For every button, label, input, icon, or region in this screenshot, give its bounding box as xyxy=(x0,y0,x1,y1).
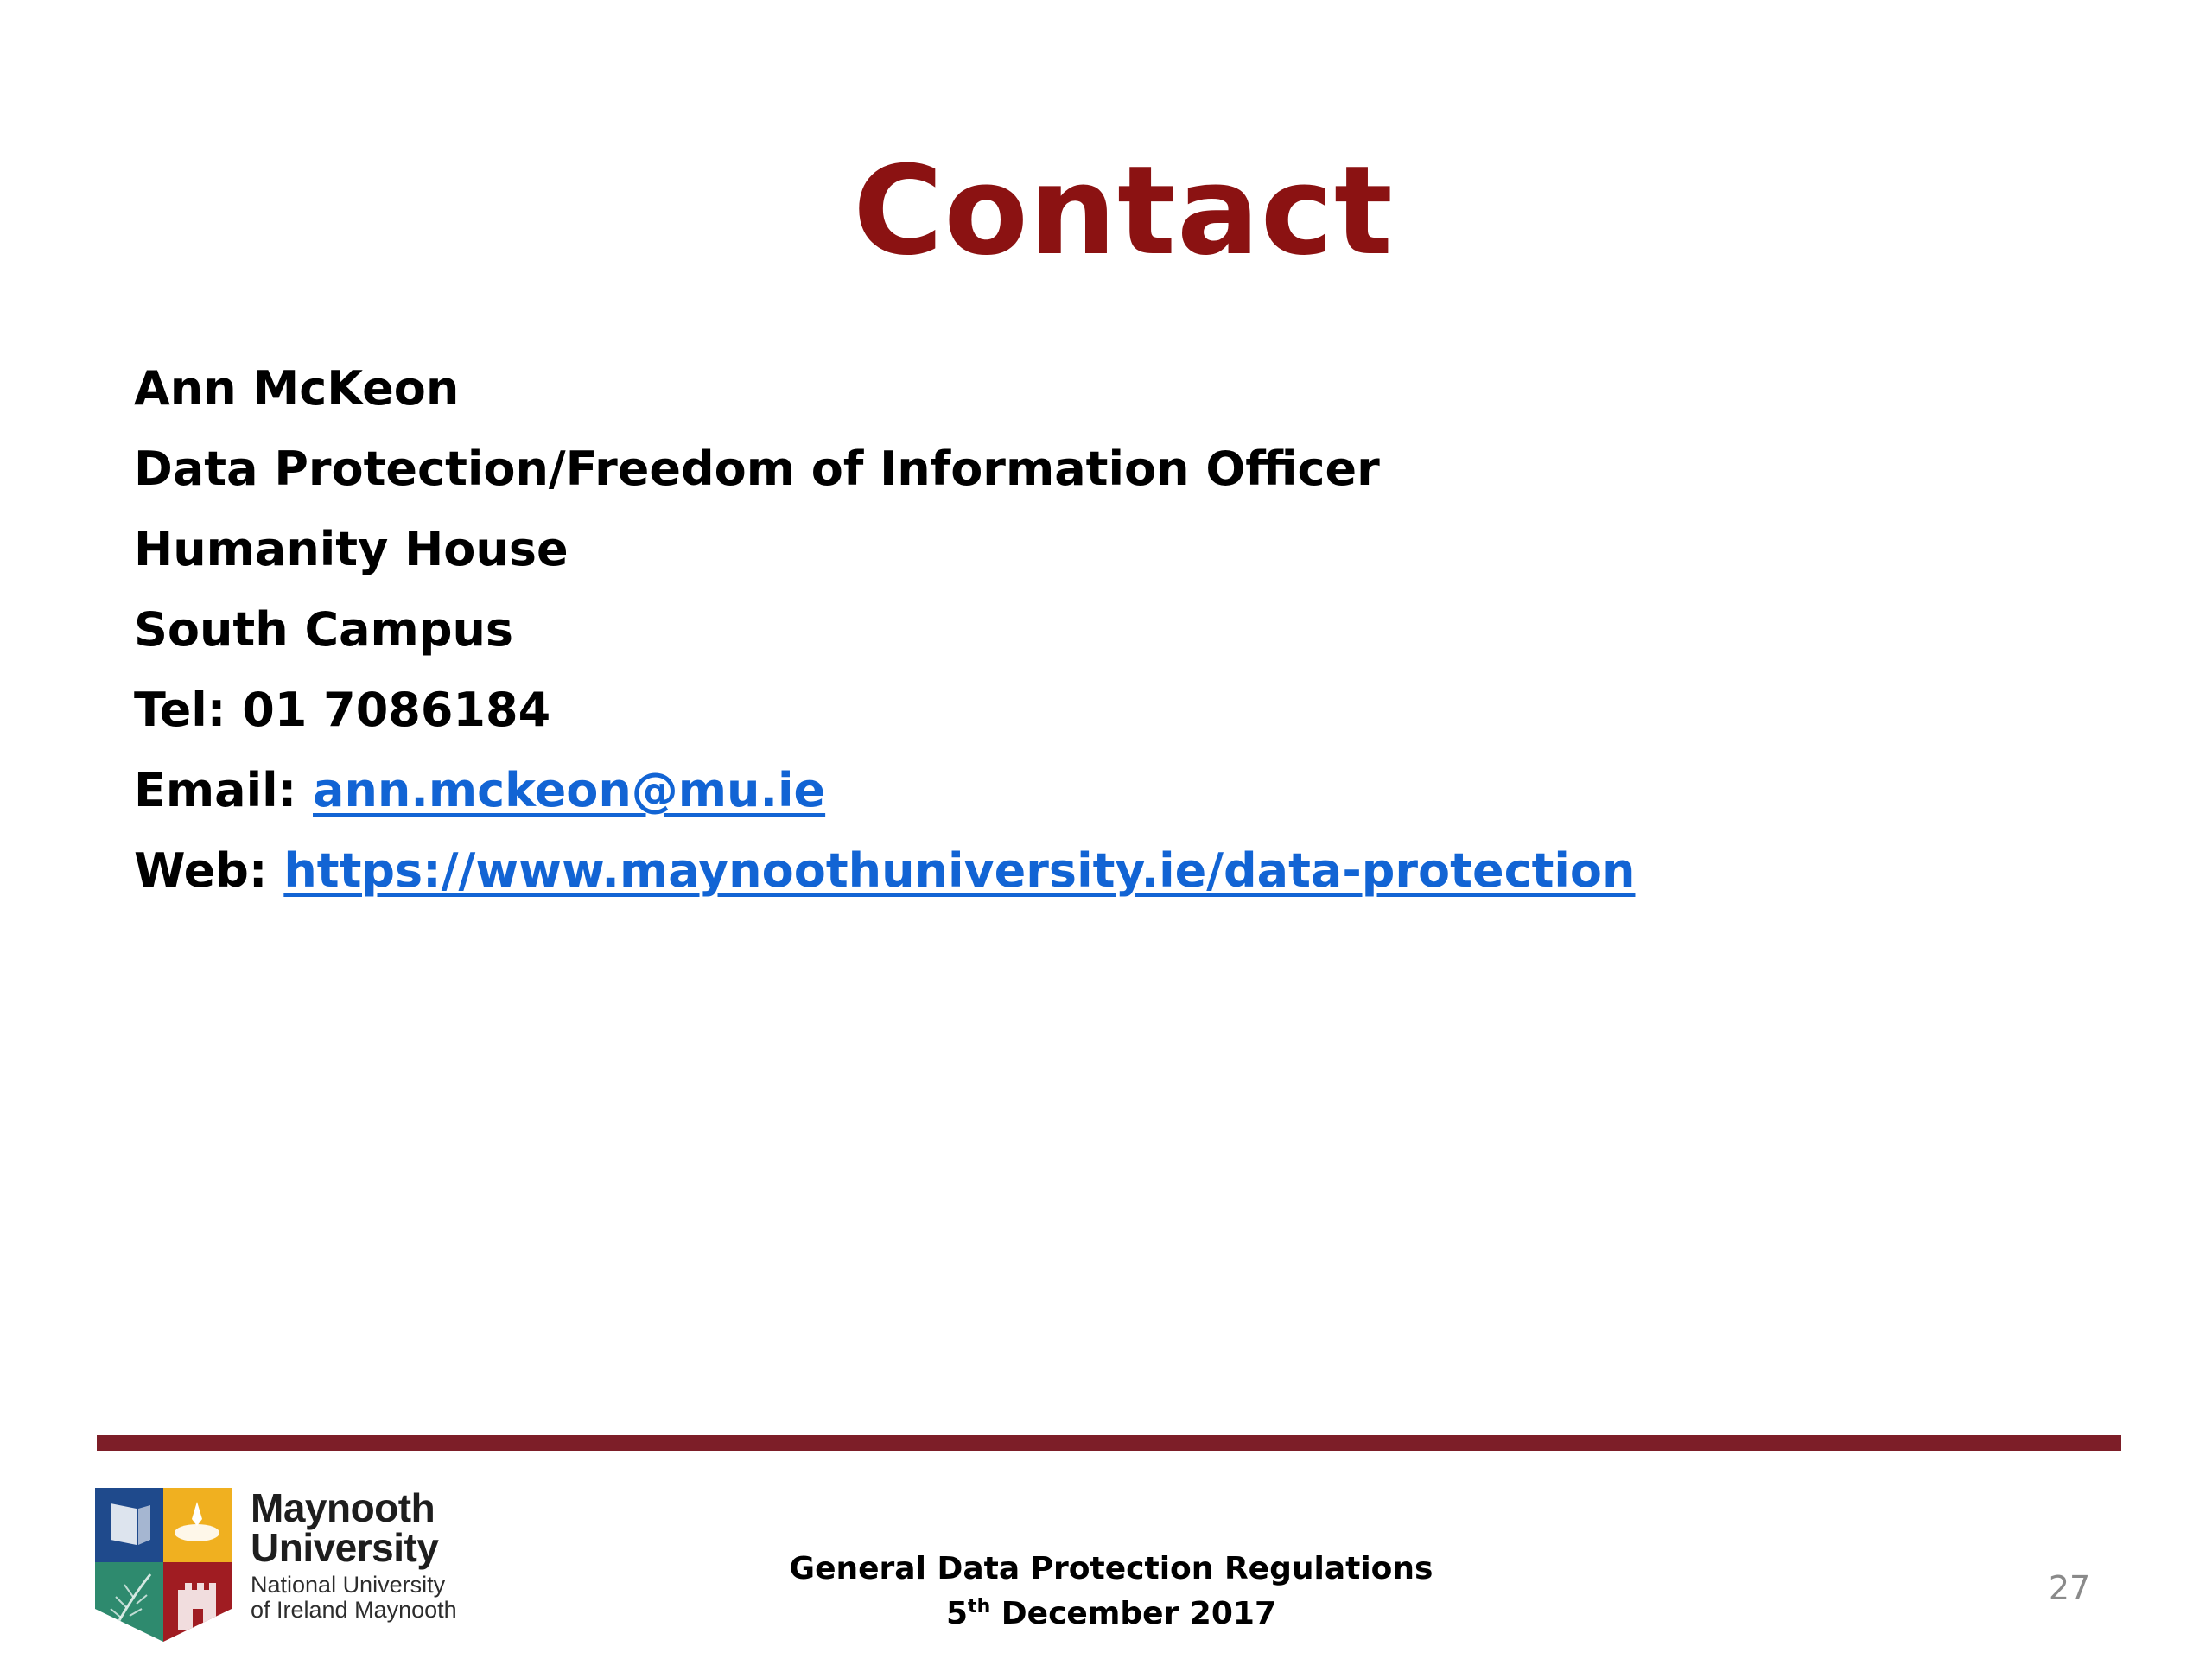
web-label: Web: xyxy=(134,843,284,898)
contact-role: Data Protection/Freedom of Information Officer xyxy=(134,442,1380,496)
web-link[interactable]: https://www.maynoothuniversity.ie/data-protection xyxy=(283,843,1636,898)
contact-name: Ann McKeon xyxy=(134,361,460,416)
footer-title: General Data Protection Regulations xyxy=(789,1551,1433,1586)
contact-web-row xyxy=(134,836,1635,917)
contact-building: Humanity House xyxy=(134,522,569,576)
contact-email-row xyxy=(134,756,1635,836)
footer-date xyxy=(0,1592,2212,1637)
email-link[interactable]: ann.mckeon@mu.ie xyxy=(313,763,826,817)
contact-campus: South Campus xyxy=(134,602,514,657)
slide-title: Contact xyxy=(853,140,1394,283)
logo-sub-line1: National University xyxy=(251,1572,446,1598)
contact-details xyxy=(134,354,1635,917)
footer-caption xyxy=(0,1547,2212,1637)
footer-date-rest: December 2017 xyxy=(990,1596,1277,1631)
logo-name-line2: University xyxy=(251,1525,439,1570)
footer-date-suffix: th xyxy=(968,1596,991,1618)
logo-sub-line2: of Ireland Maynooth xyxy=(251,1597,457,1623)
footer-date-day: 5 xyxy=(945,1596,969,1631)
logo-name-line1: Maynooth xyxy=(251,1485,435,1530)
footer-divider xyxy=(97,1435,2121,1451)
email-label: Email: xyxy=(134,763,314,817)
page-number: 27 xyxy=(2048,1569,2091,1607)
contact-tel: Tel: 01 7086184 xyxy=(134,683,551,737)
